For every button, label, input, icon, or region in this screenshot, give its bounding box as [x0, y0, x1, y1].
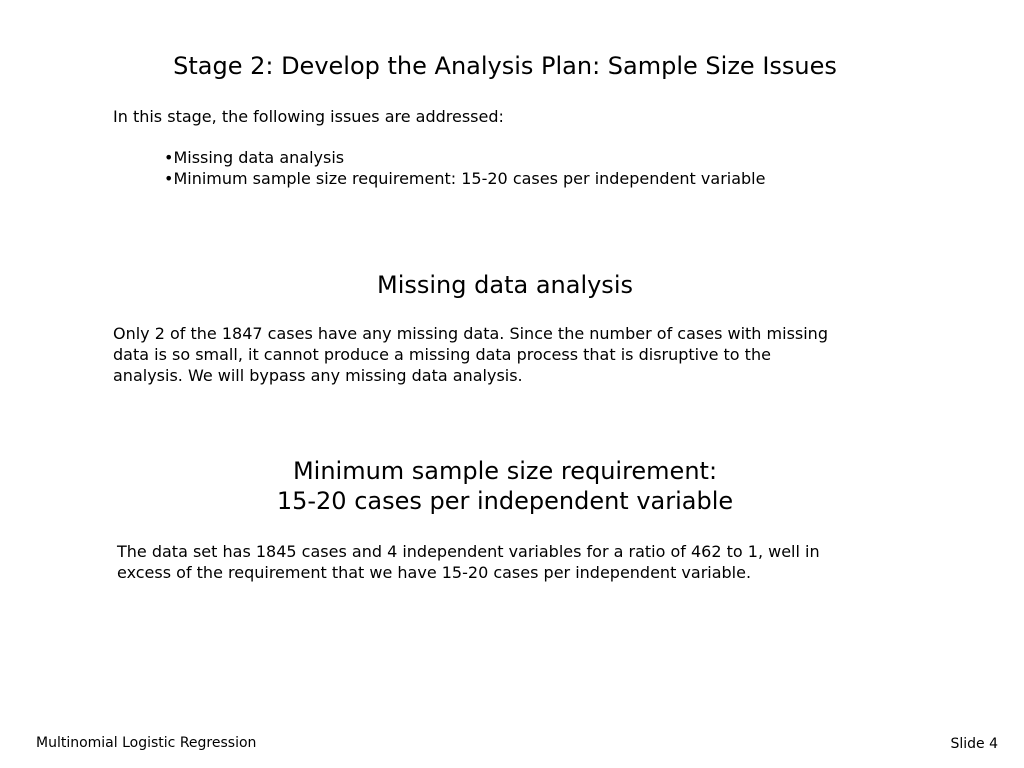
bullet-item [164, 168, 765, 189]
bullet-text: Minimum sample size requirement: 15-20 cases per independent variable [173, 169, 766, 188]
issue-bullet-list [164, 147, 765, 189]
bullet-item [164, 147, 765, 168]
footer-presentation-title: Multinomial Logistic Regression [36, 735, 257, 751]
intro-text: In this stage, the following issues are addressed: [113, 107, 504, 126]
bullet-glyph: • [164, 169, 174, 188]
minimum-sample-heading [0, 456, 1010, 516]
missing-data-paragraph: Only 2 of the 1847 cases have any missing data. Since the number of cases with missing data is so small, it cannot produce a missing data process that is disruptive to the analysis. We will bypass any missing data analysis. [113, 324, 828, 385]
minimum-sample-paragraph: The data set has 1845 cases and 4 independent variables for a ratio of 462 to 1, well in excess of the requirement that we have 15-20 cases per independent variable. [117, 542, 820, 582]
slide-title: Stage 2: Develop the Analysis Plan: Sample Size Issues [173, 52, 837, 80]
bullet-glyph: • [164, 148, 174, 167]
missing-data-heading: Missing data analysis [377, 271, 633, 299]
minimum-sample-heading-line1: Minimum sample size requirement: [292, 457, 718, 485]
slide-number: Slide 4 [950, 736, 998, 752]
bullet-text: Missing data analysis [173, 148, 345, 167]
minimum-sample-heading-line2: 15-20 cases per independent variable [276, 487, 734, 515]
